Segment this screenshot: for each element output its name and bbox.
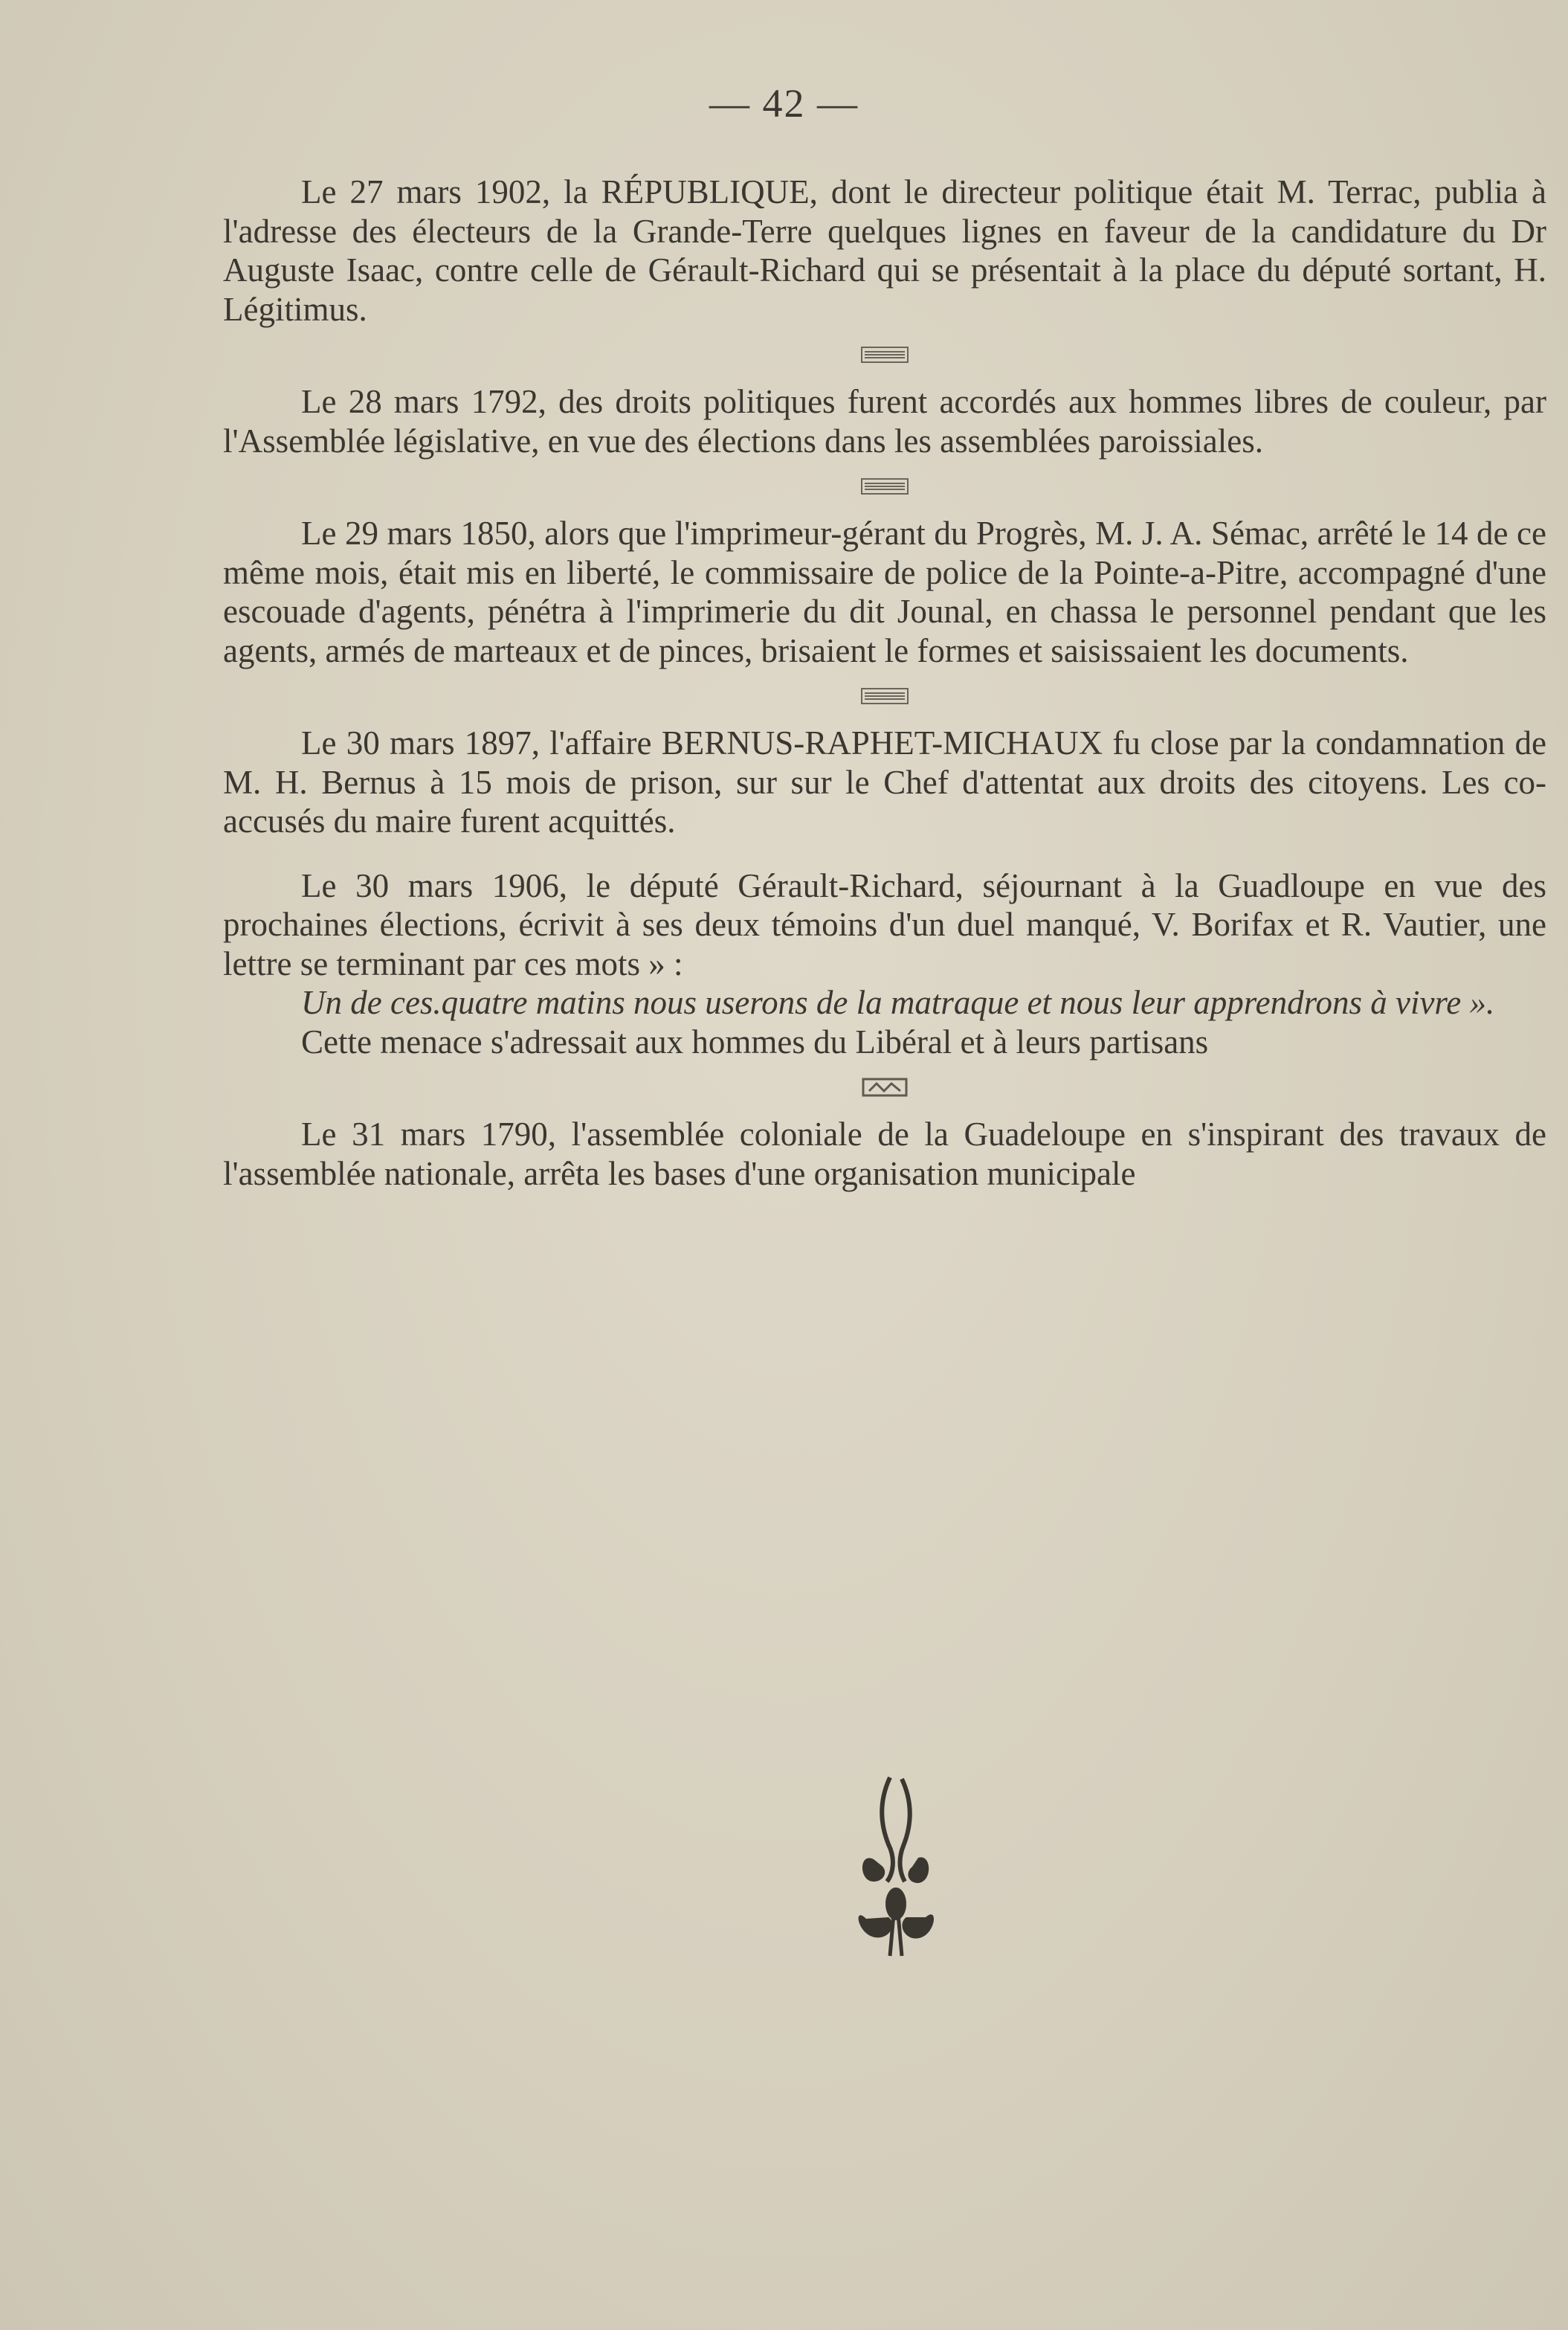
separator-ornament-icon bbox=[859, 344, 911, 366]
entry-1850: Le 29 mars 1850, alors que l'imprimeur-gérant du Progrès, M. J. A. Sémac, arrêté le 14 de ce même mois, était mis en liberté, le commissaire de police de la Pointe-a-Pitre, accompagné d'une escouade d'agents, pénétra à l'imprimerie du dit Jounal, en chassa le personnel pendant que les agents, armés de marteaux et de pinces, brisaient le formes et saisissaient les documents. bbox=[223, 515, 1546, 669]
entry-1902: Le 27 mars 1902, la RÉPUBLIQUE, dont le directeur politique était M. Terrac, publia à l'adresse des électeurs de la Grande-Terre quelques lignes en faveur de la candidature du Dr Auguste Isaac, contre celle de Gérault-Richard qui se présentait à la place du député sortant, H. Légitimus. bbox=[223, 173, 1546, 328]
entry-1906-after: Cette menace s'adressait aux hommes du Libéral et à leurs partisans bbox=[301, 1023, 1209, 1061]
entry-1790: Le 31 mars 1790, l'assemblée coloniale de la Guadeloupe en s'inspirant des travaux de l'assemblée nationale, arrêta les bases d'une organisation municipale bbox=[223, 1116, 1546, 1192]
separator-ornament-icon bbox=[859, 685, 911, 707]
fleuron-ornament-icon bbox=[844, 1770, 948, 1963]
spacer bbox=[223, 841, 1546, 866]
entry-1897: Le 30 mars 1897, l'affaire BERNUS-RAPHET-MICHAUX fu close par la condamnation de M. H. Bernus à 15 mois de prison, sur sur le Chef d'attentat aux droits des citoyens. Les co-accusés du maire furent acquittés. bbox=[223, 724, 1546, 840]
page-number: — 42 — bbox=[709, 81, 859, 126]
entry-1906: Le 30 mars 1906, le député Gérault-Richard, séjournant à la Guadloupe en vue des prochaines élections, écrivit à ses deux témoins d'un duel manqué, V. Borifax et R. Vautier, une lettre se terminant par ces mots » : bbox=[223, 866, 1546, 982]
separator-ornament-icon bbox=[859, 1076, 911, 1098]
entry-1906-quote: Un de ces.quatre matins nous userons de la matraque et nous leur apprendrons à vivre ». bbox=[301, 984, 1495, 1021]
entry-1792: Le 28 mars 1792, des droits politiques furent accordés aux hommes libres de couleur, par l'Assemblée législative, en vue des élections dans les assemblées paroissiales. bbox=[223, 383, 1546, 460]
separator-ornament-icon bbox=[859, 475, 911, 498]
text-column bbox=[223, 173, 1546, 1193]
